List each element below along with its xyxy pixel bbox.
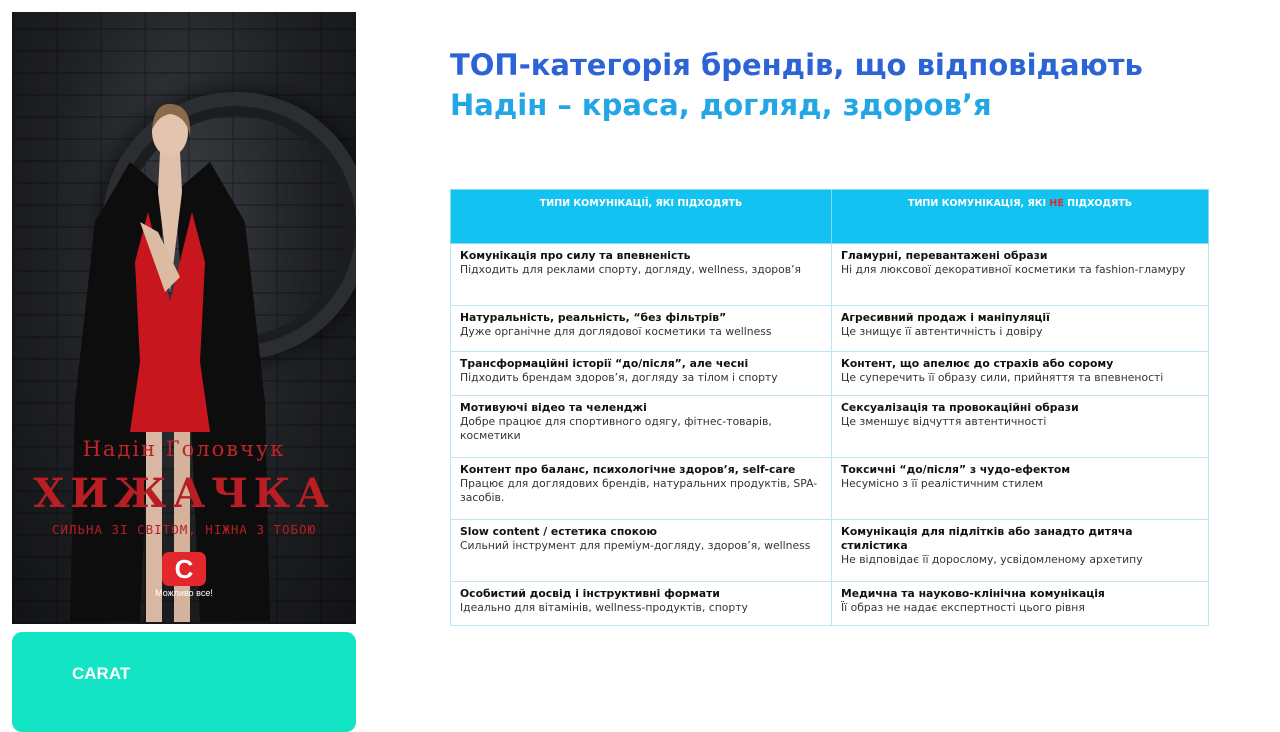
channel-logo (162, 552, 206, 586)
suitable-cell (451, 458, 832, 520)
brand-label: CARAT (72, 664, 131, 683)
poster-tagline: СИЛЬНА ЗІ СВІТОМ, НІЖНА З ТОБОЮ (51, 522, 317, 537)
header-unsuitable-prefix: ТИПИ КОМУНІКАЦІЯ, ЯКІ (908, 198, 1050, 209)
suitable-title: Особистий досвід і інструктивні формати (460, 587, 720, 600)
page-subtitle: Надін – краса, догляд, здоров’я (450, 88, 992, 122)
unsuitable-description: Ні для люксової декоративної косметики та fashion-гламуру (841, 263, 1186, 276)
table-row (451, 396, 1209, 458)
suitable-cell (451, 352, 832, 396)
unsuitable-description: Це зменшує відчуття автентичності (841, 415, 1047, 428)
unsuitable-title: Медична та науково-клінічна комунікація (841, 587, 1105, 600)
suitable-description: Підходить брендам здоров’я, догляду за тілом і спорту (460, 371, 778, 384)
table-row (451, 306, 1209, 352)
channel-slogan: Можливо все! (155, 588, 213, 598)
header-suitable (451, 190, 832, 244)
unsuitable-cell (832, 520, 1209, 582)
poster-actress-name: Надін Головчук (82, 437, 286, 461)
communication-table (450, 189, 1209, 626)
unsuitable-cell (832, 458, 1209, 520)
unsuitable-cell (832, 582, 1209, 626)
unsuitable-description: Не відповідає її дорослому, усвідомленому архетипу (841, 553, 1143, 566)
unsuitable-description: Несумісно з її реалістичним стилем (841, 477, 1044, 490)
unsuitable-title: Контент, що апелює до страхів або сорому (841, 357, 1114, 370)
unsuitable-description: Це суперечить її образу сили, прийняття та впевненості (841, 371, 1164, 384)
table-row (451, 352, 1209, 396)
suitable-title: Контент про баланс, психологічне здоров’я, self-care (460, 463, 796, 476)
suitable-description: Ідеально для вітамінів, wellness-продуктів, спорту (460, 601, 748, 614)
unsuitable-title: Комунікація для підлітків або занадто дитяча стилістика (841, 525, 1133, 552)
table-row (451, 582, 1209, 626)
suitable-description: Працює для доглядових брендів, натуральних продуктів, SPA-засобів. (460, 477, 818, 504)
unsuitable-title: Сексуалізація та провокаційні образи (841, 401, 1079, 414)
suitable-cell (451, 306, 832, 352)
unsuitable-title: Токсичні “до/після” з чудо-ефектом (841, 463, 1071, 476)
channel-logo-glyph: С (174, 554, 194, 584)
header-suitable-label: ТИПИ КОМУНІКАЦІЇ, ЯКІ ПІДХОДЯТЬ (539, 198, 743, 209)
unsuitable-cell (832, 396, 1209, 458)
table-header-row (451, 190, 1209, 244)
unsuitable-cell (832, 306, 1209, 352)
suitable-title: Трансформаційні історії “до/після”, але чесні (460, 357, 749, 370)
suitable-cell (451, 582, 832, 626)
unsuitable-title: Гламурні, перевантажені образи (841, 249, 1048, 262)
actress-figure-illustration (70, 102, 270, 622)
table-row (451, 244, 1209, 306)
suitable-title: Натуральність, реальність, “без фільтрів” (460, 311, 727, 324)
show-poster (12, 12, 356, 624)
suitable-title: Slow content / естетика спокою (460, 525, 657, 538)
suitable-description: Підходить для реклами спорту, догляду, wellness, здоров’я (460, 263, 802, 276)
unsuitable-description: Її образ не надає експертності цього рівня (841, 601, 1085, 614)
table-row (451, 458, 1209, 520)
unsuitable-cell (832, 244, 1209, 306)
suitable-description: Дуже органічне для доглядової косметики та wellness (460, 325, 772, 338)
brand-block (12, 632, 356, 732)
poster-show-title: ХИЖАЧКА (33, 470, 335, 517)
header-unsuitable (832, 190, 1209, 244)
suitable-title: Комунікація про силу та впевненість (460, 249, 691, 262)
unsuitable-cell (832, 352, 1209, 396)
suitable-title: Мотивуючі відео та челенджі (460, 401, 647, 414)
header-unsuitable-suffix: ПІДХОДЯТЬ (1063, 198, 1132, 209)
suitable-cell (451, 520, 832, 582)
suitable-description: Добре працює для спортивного одягу, фітнес-товарів, косметики (460, 415, 772, 442)
header-unsuitable-negation: НЕ (1049, 198, 1064, 209)
unsuitable-title: Агресивний продаж і маніпуляції (841, 311, 1050, 324)
table-row (451, 520, 1209, 582)
page-title: ТОП-категорія брендів, що відповідають (450, 48, 1143, 82)
unsuitable-description: Це знищує її автентичність і довіру (841, 325, 1043, 338)
suitable-cell (451, 244, 832, 306)
suitable-description: Сильний інструмент для преміум-догляду, здоров’я, wellness (460, 539, 811, 552)
suitable-cell (451, 396, 832, 458)
